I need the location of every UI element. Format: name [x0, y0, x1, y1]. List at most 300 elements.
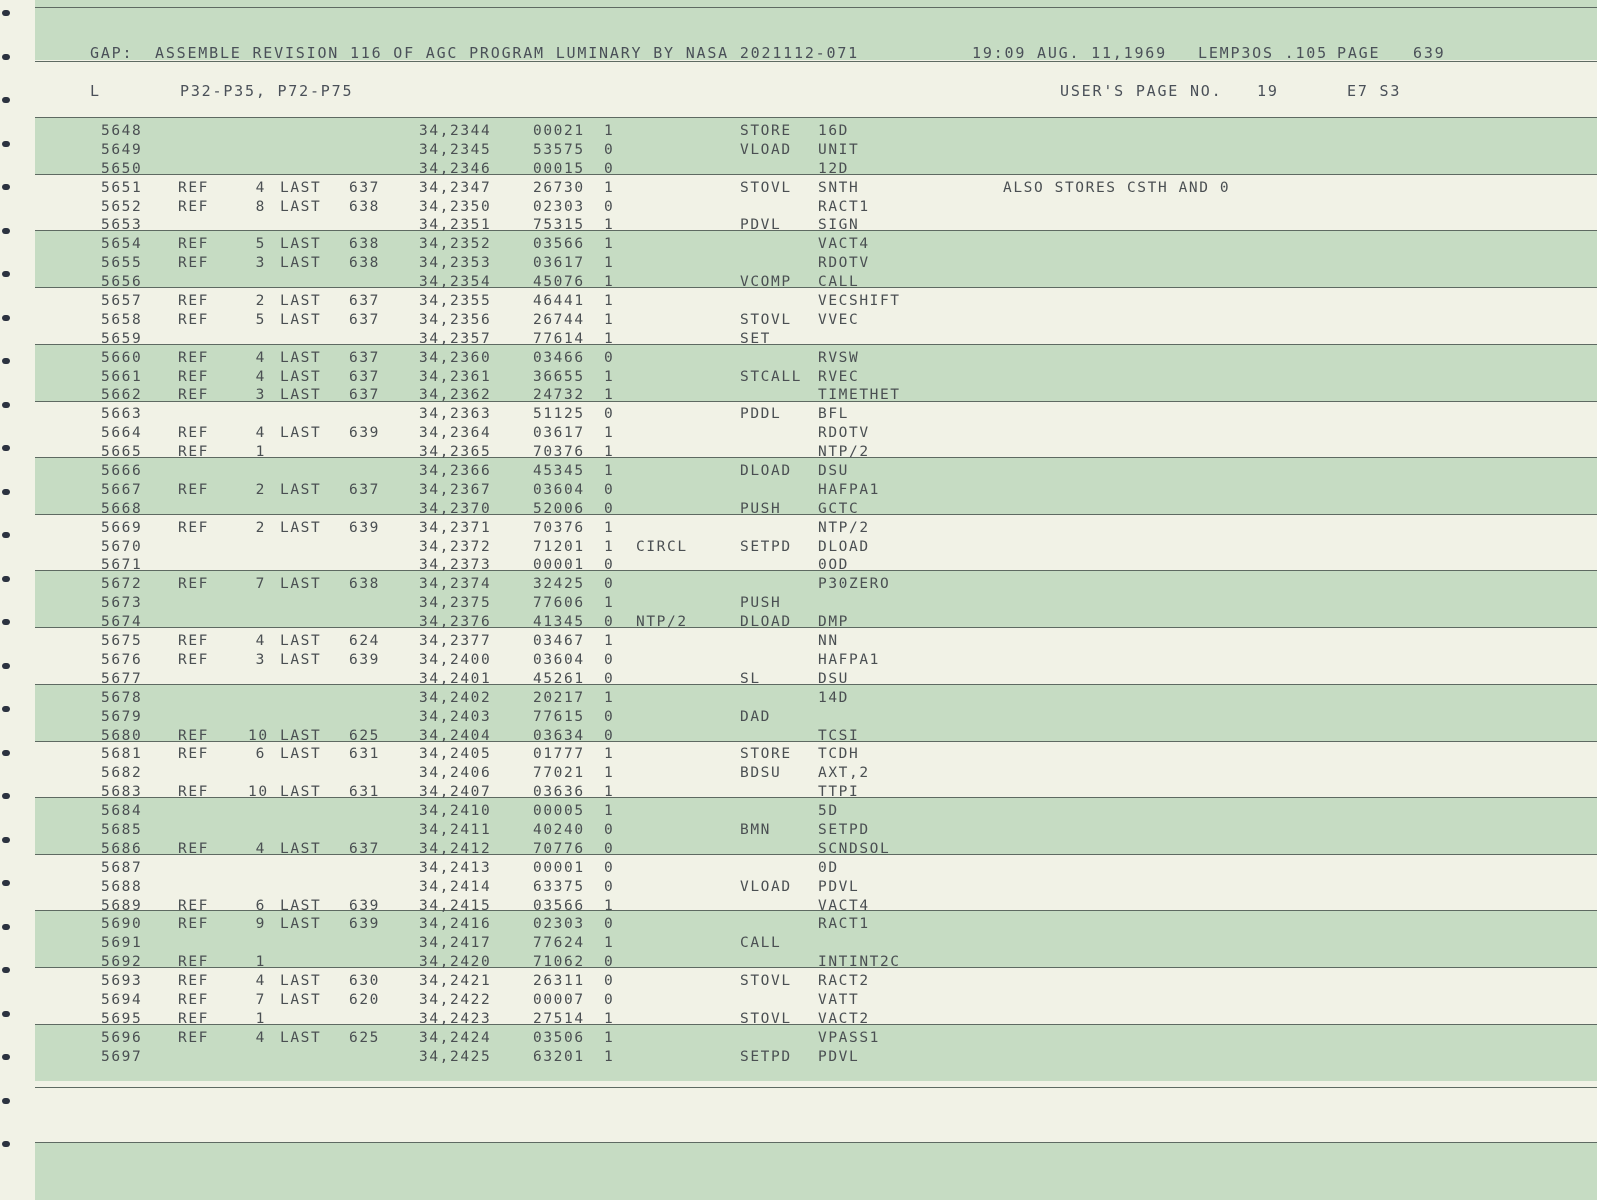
memory-address: 34,2401 [419, 670, 492, 687]
memory-address: 34,2414 [419, 878, 492, 895]
last-tag: LAST [280, 255, 322, 272]
operand: DSU [818, 463, 849, 480]
last-tag: LAST [280, 368, 322, 385]
operand: UNIT [818, 141, 860, 158]
last-page: 631 [349, 746, 380, 763]
line-number: 5659 [101, 330, 143, 347]
line-number: 5653 [101, 217, 143, 234]
operand: PDVL [818, 878, 860, 895]
parity-bit: 1 [604, 123, 615, 139]
ref-count: 1 [255, 444, 266, 461]
line-number: 5676 [101, 651, 143, 668]
memory-address: 34,2416 [419, 916, 492, 933]
memory-address: 34,2420 [419, 954, 492, 971]
operand: VACT4 [818, 236, 870, 253]
octal-word: 51125 [533, 406, 585, 423]
last-page: 637 [349, 311, 380, 328]
ref-tag: REF [178, 368, 209, 385]
ref-tag: REF [178, 481, 209, 498]
memory-address: 34,2376 [419, 614, 492, 631]
ref-tag: REF [178, 179, 209, 196]
memory-address: 34,2345 [419, 141, 492, 158]
operand: VACT2 [818, 1010, 870, 1027]
parity-bit: 1 [604, 236, 615, 253]
operand: DLOAD [818, 538, 870, 555]
last-page: 625 [349, 727, 380, 744]
ref-tag: REF [178, 897, 209, 914]
ref-count: 6 [255, 746, 266, 763]
opcode: VLOAD [740, 141, 792, 158]
ref-count: 1 [255, 1010, 266, 1027]
operand: AXT,2 [818, 765, 870, 782]
octal-word: 03604 [533, 651, 585, 668]
parity-bit: 0 [604, 878, 615, 895]
octal-word: 70376 [533, 519, 585, 536]
parity-bit: 0 [604, 916, 615, 933]
memory-address: 34,2370 [419, 500, 492, 517]
line-number: 5657 [101, 293, 143, 310]
parity-bit: 1 [604, 935, 615, 952]
ref-tag: REF [178, 425, 209, 442]
parity-bit: 0 [604, 406, 615, 423]
listing-row [0, 311, 1597, 330]
operand: SETPD [818, 821, 870, 838]
memory-address: 34,2400 [419, 651, 492, 668]
line-number: 5673 [101, 595, 143, 612]
octal-word: 36655 [533, 368, 585, 385]
listing-row [0, 575, 1597, 594]
line-number: 5663 [101, 406, 143, 423]
listing-row [0, 216, 1597, 235]
parity-bit: 1 [604, 387, 615, 404]
listing-row [0, 689, 1597, 708]
ref-tag: REF [178, 444, 209, 461]
octal-word: 03634 [533, 727, 585, 744]
parity-bit: 1 [604, 633, 615, 650]
operand: NTP/2 [818, 444, 870, 461]
memory-address: 34,2377 [419, 633, 492, 650]
line-number: 5689 [101, 897, 143, 914]
listing-row [0, 273, 1597, 292]
line-number: 5649 [101, 141, 143, 158]
symbol-label: NTP/2 [636, 614, 688, 631]
ref-count: 3 [255, 387, 266, 404]
operand: TCSI [818, 727, 860, 744]
memory-address: 34,2403 [419, 708, 492, 725]
ref-count: 10 [248, 727, 269, 744]
parity-bit: 0 [604, 859, 615, 876]
operand: VACT4 [818, 897, 870, 914]
listing-row [0, 972, 1597, 991]
octal-word: 77615 [533, 708, 585, 725]
octal-word: 77624 [533, 935, 585, 952]
opcode: CALL [740, 935, 782, 952]
listing-row [0, 953, 1597, 972]
line-number: 5648 [101, 123, 143, 139]
octal-word: 03617 [533, 255, 585, 272]
ref-tag: REF [178, 1029, 209, 1046]
parity-bit: 1 [604, 311, 615, 328]
line-number: 5685 [101, 821, 143, 838]
memory-address: 34,2360 [419, 349, 492, 366]
memory-address: 34,2351 [419, 217, 492, 234]
octal-word: 26311 [533, 973, 585, 990]
line-number: 5666 [101, 463, 143, 480]
operand: SNTH [818, 179, 860, 196]
opcode: STOVL [740, 973, 792, 990]
parity-bit: 1 [604, 689, 615, 706]
rule-1 [35, 117, 1597, 118]
operand: TCDH [818, 746, 860, 763]
ref-tag: REF [178, 198, 209, 215]
listing-row [0, 802, 1597, 821]
octal-word: 03506 [533, 1029, 585, 1046]
memory-address: 34,2355 [419, 293, 492, 310]
opcode: STORE [740, 123, 792, 139]
last-page: 637 [349, 387, 380, 404]
line-number: 5650 [101, 160, 143, 177]
opcode: DLOAD [740, 614, 792, 631]
memory-address: 34,2350 [419, 198, 492, 215]
ref-tag: REF [178, 387, 209, 404]
memory-address: 34,2356 [419, 311, 492, 328]
memory-address: 34,2371 [419, 519, 492, 536]
memory-address: 34,2423 [419, 1010, 492, 1027]
page-number: 639 [1413, 44, 1446, 62]
parity-bit: 0 [604, 670, 615, 687]
last-tag: LAST [280, 916, 322, 933]
last-page: 639 [349, 425, 380, 442]
listing-row [0, 859, 1597, 878]
memory-address: 34,2421 [419, 973, 492, 990]
opcode: VLOAD [740, 878, 792, 895]
listing-row [0, 443, 1597, 462]
memory-address: 34,2374 [419, 576, 492, 593]
ref-tag: REF [178, 840, 209, 857]
last-page: 637 [349, 481, 380, 498]
line-number: 5692 [101, 954, 143, 971]
last-page: 620 [349, 991, 380, 1008]
operand: PDVL [818, 1048, 860, 1065]
octal-word: 00021 [533, 123, 585, 139]
line-number: 5674 [101, 614, 143, 631]
listing-row [0, 1029, 1597, 1048]
operand: TTPI [818, 784, 860, 801]
line-number: 5693 [101, 973, 143, 990]
last-tag: LAST [280, 991, 322, 1008]
ref-tag: REF [178, 349, 209, 366]
opcode: SET [740, 330, 771, 347]
last-page: 637 [349, 349, 380, 366]
line-number: 5651 [101, 179, 143, 196]
ref-tag: REF [178, 576, 209, 593]
operand: VPASS1 [818, 1029, 880, 1046]
operand: INTINT2C [818, 954, 901, 971]
octal-word: 00001 [533, 859, 585, 876]
octal-word: 03604 [533, 481, 585, 498]
octal-word: 71062 [533, 954, 585, 971]
memory-address: 34,2424 [419, 1029, 492, 1046]
ref-count: 3 [255, 255, 266, 272]
memory-address: 34,2344 [419, 123, 492, 139]
ref-tag: REF [178, 293, 209, 310]
octal-word: 03467 [533, 633, 585, 650]
parity-bit: 1 [604, 784, 615, 801]
parity-bit: 1 [604, 897, 615, 914]
parity-bit: 1 [604, 293, 615, 310]
line-number: 5697 [101, 1048, 143, 1065]
rule-18 [35, 1087, 1597, 1088]
line-number: 5664 [101, 425, 143, 442]
parity-bit: 1 [604, 444, 615, 461]
octal-word: 00015 [533, 160, 585, 177]
operand: 14D [818, 689, 849, 706]
octal-word: 03636 [533, 784, 585, 801]
last-tag: LAST [280, 349, 322, 366]
last-page: 637 [349, 368, 380, 385]
parity-bit: 1 [604, 463, 615, 480]
bank-code: E7 S3 [1347, 82, 1402, 100]
octal-word: 00007 [533, 991, 585, 1008]
ref-count: 5 [255, 236, 266, 253]
last-page: 639 [349, 519, 380, 536]
operand: GCTC [818, 500, 860, 517]
last-tag: LAST [280, 840, 322, 857]
opcode: STOVL [740, 1010, 792, 1027]
ref-count: 8 [255, 198, 266, 215]
operand: 16D [818, 123, 849, 139]
ref-tag: REF [178, 916, 209, 933]
last-page: 638 [349, 576, 380, 593]
memory-address: 34,2366 [419, 463, 492, 480]
octal-word: 40240 [533, 821, 585, 838]
green-band-bottom [35, 1142, 1597, 1200]
octal-word: 77606 [533, 595, 585, 612]
octal-word: 00005 [533, 803, 585, 820]
opcode: BMN [740, 821, 771, 838]
octal-word: 41345 [533, 614, 585, 631]
last-page: 631 [349, 784, 380, 801]
operand: RACT2 [818, 973, 870, 990]
ref-count: 7 [255, 576, 266, 593]
listing-row [0, 519, 1597, 538]
ref-tag: REF [178, 311, 209, 328]
section-letter: L [90, 82, 101, 100]
operand: VECSHIFT [818, 293, 901, 310]
memory-address: 34,2404 [419, 727, 492, 744]
operand: 12D [818, 160, 849, 177]
listing-row [0, 424, 1597, 443]
octal-word: 45261 [533, 670, 585, 687]
octal-word: 00001 [533, 557, 585, 574]
parity-bit: 1 [604, 330, 615, 347]
last-tag: LAST [280, 387, 322, 404]
last-page: 637 [349, 293, 380, 310]
parity-bit: 1 [604, 425, 615, 442]
line-number: 5691 [101, 935, 143, 952]
last-tag: LAST [280, 633, 322, 650]
ref-count: 2 [255, 481, 266, 498]
parity-bit: 1 [604, 1029, 615, 1046]
octal-word: 26744 [533, 311, 585, 328]
line-number: 5658 [101, 311, 143, 328]
ref-tag: REF [178, 727, 209, 744]
octal-word: 02303 [533, 198, 585, 215]
ref-count: 9 [255, 916, 266, 933]
listing-row [0, 764, 1597, 783]
sprocket-hole [2, 10, 10, 16]
octal-word: 20217 [533, 689, 585, 706]
sprocket-hole [2, 1098, 10, 1104]
listing-row [0, 405, 1597, 424]
ref-count: 4 [255, 349, 266, 366]
octal-word: 27514 [533, 1010, 585, 1027]
parity-bit: 0 [604, 141, 615, 158]
memory-address: 34,2375 [419, 595, 492, 612]
parity-bit: 0 [604, 708, 615, 725]
octal-word: 75315 [533, 217, 585, 234]
symbol-label: CIRCL [636, 538, 688, 555]
memory-address: 34,2357 [419, 330, 492, 347]
operand: DSU [818, 670, 849, 687]
line-number: 5656 [101, 274, 143, 291]
line-number: 5688 [101, 878, 143, 895]
listing-row [0, 349, 1597, 368]
octal-word: 52006 [533, 500, 585, 517]
memory-address: 34,2353 [419, 255, 492, 272]
octal-word: 24732 [533, 387, 585, 404]
last-tag: LAST [280, 236, 322, 253]
memory-address: 34,2354 [419, 274, 492, 291]
ref-count: 4 [255, 973, 266, 990]
line-number: 5667 [101, 481, 143, 498]
ref-count: 2 [255, 519, 266, 536]
listing-row [0, 878, 1597, 897]
memory-address: 34,2373 [419, 557, 492, 574]
octal-word: 45345 [533, 463, 585, 480]
operand: HAFPA1 [818, 481, 880, 498]
line-number: 5671 [101, 557, 143, 574]
ref-count: 4 [255, 633, 266, 650]
last-page: 637 [349, 179, 380, 196]
parity-bit: 0 [604, 160, 615, 177]
section-title: P32-P35, P72-P75 [180, 82, 354, 100]
line-number: 5687 [101, 859, 143, 876]
octal-word: 77021 [533, 765, 585, 782]
octal-word: 03466 [533, 349, 585, 366]
listing-title: GAP: ASSEMBLE REVISION 116 OF AGC PROGRAM LUMINARY BY NASA 2021112-071 [90, 44, 859, 62]
octal-word: 70376 [533, 444, 585, 461]
ref-count: 4 [255, 368, 266, 385]
last-tag: LAST [280, 311, 322, 328]
last-tag: LAST [280, 519, 322, 536]
line-number: 5683 [101, 784, 143, 801]
last-tag: LAST [280, 293, 322, 310]
ref-count: 10 [248, 784, 269, 801]
rule-top [35, 7, 1597, 8]
opcode: STOVL [740, 179, 792, 196]
operand: BFL [818, 406, 849, 423]
listing-row [0, 651, 1597, 670]
operand: 5D [818, 803, 839, 820]
listing-row [0, 1010, 1597, 1029]
page-label: PAGE [1337, 44, 1381, 62]
line-number: 5695 [101, 1010, 143, 1027]
opcode: PUSH [740, 500, 782, 517]
ref-count: 4 [255, 179, 266, 196]
last-tag: LAST [280, 897, 322, 914]
line-number: 5681 [101, 746, 143, 763]
memory-address: 34,2367 [419, 481, 492, 498]
line-number: 5670 [101, 538, 143, 555]
operand: RACT1 [818, 198, 870, 215]
operand: P30ZERO [818, 576, 891, 593]
parity-bit: 1 [604, 765, 615, 782]
last-page: 637 [349, 840, 380, 857]
opcode: SETPD [740, 538, 792, 555]
opcode: PDVL [740, 217, 782, 234]
memory-address: 34,2364 [419, 425, 492, 442]
opcode: BDSU [740, 765, 782, 782]
memory-address: 34,2417 [419, 935, 492, 952]
ref-tag: REF [178, 651, 209, 668]
memory-address: 34,2352 [419, 236, 492, 253]
memory-address: 34,2407 [419, 784, 492, 801]
memory-address: 34,2402 [419, 689, 492, 706]
parity-bit: 1 [604, 519, 615, 536]
listing-row [0, 556, 1597, 575]
operand: RVSW [818, 349, 860, 366]
octal-word: 02303 [533, 916, 585, 933]
octal-word: 46441 [533, 293, 585, 310]
ref-tag: REF [178, 519, 209, 536]
parity-bit: 1 [604, 274, 615, 291]
line-number: 5654 [101, 236, 143, 253]
memory-address: 34,2406 [419, 765, 492, 782]
parity-bit: 1 [604, 538, 615, 555]
last-page: 638 [349, 236, 380, 253]
listing-row [0, 481, 1597, 500]
sprocket-hole [2, 1141, 10, 1147]
octal-word: 03617 [533, 425, 585, 442]
listing-row [0, 821, 1597, 840]
opcode: DLOAD [740, 463, 792, 480]
memory-address: 34,2362 [419, 387, 492, 404]
listing-row [0, 198, 1597, 217]
octal-word: 53575 [533, 141, 585, 158]
line-number: 5672 [101, 576, 143, 593]
listing-row [0, 708, 1597, 727]
rule-19 [35, 1142, 1597, 1143]
last-tag: LAST [280, 198, 322, 215]
opcode: VCOMP [740, 274, 792, 291]
last-tag: LAST [280, 481, 322, 498]
line-number: 5675 [101, 633, 143, 650]
operand: SCNDSOL [818, 840, 891, 857]
operand: VATT [818, 991, 860, 1008]
memory-address: 34,2413 [419, 859, 492, 876]
memory-address: 34,2346 [419, 160, 492, 177]
line-number: 5684 [101, 803, 143, 820]
ref-tag: REF [178, 784, 209, 801]
listing-row [0, 632, 1597, 651]
listing-row [0, 613, 1597, 632]
parity-bit: 1 [604, 1010, 615, 1027]
listing-row [0, 122, 1597, 141]
operand: 0D [818, 859, 839, 876]
listing-row [0, 368, 1597, 387]
job-name: LEMP3OS .105 [1198, 44, 1328, 62]
